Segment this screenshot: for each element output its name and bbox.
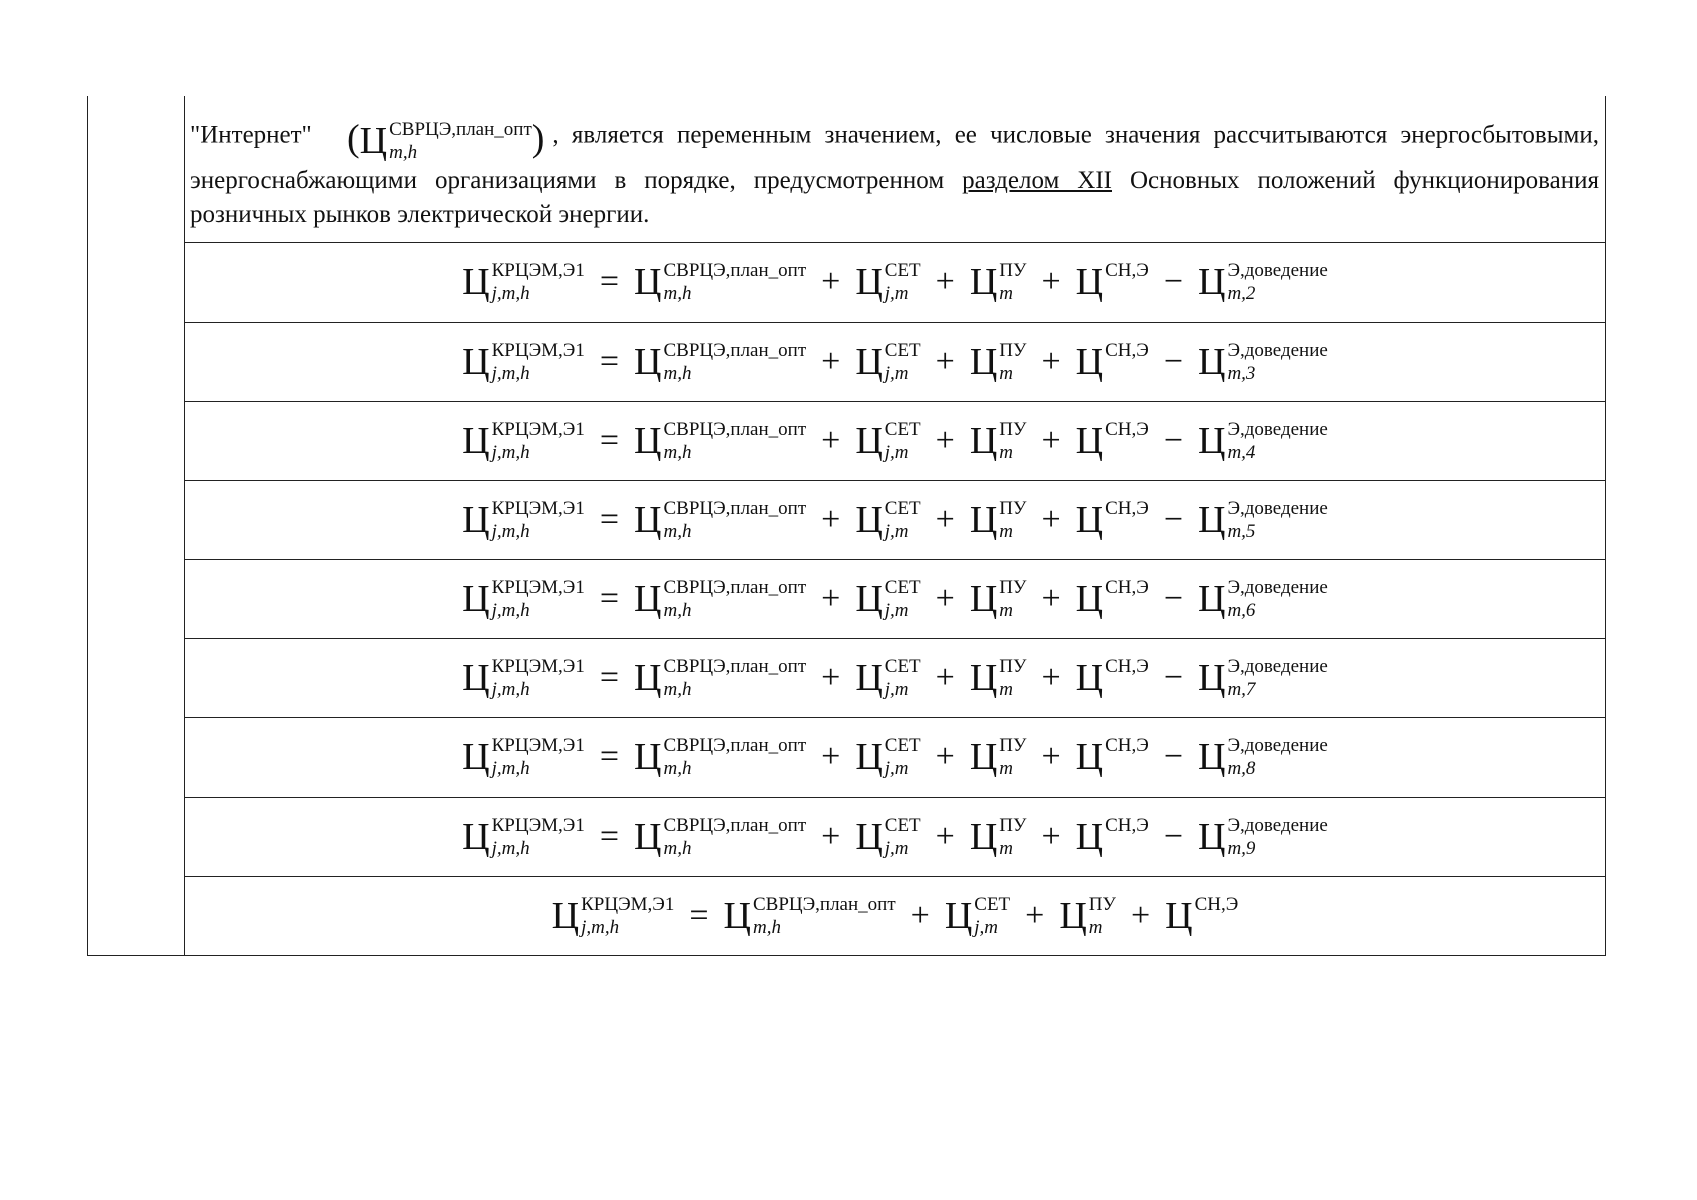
term-set: Ц СЕТ j,m	[944, 893, 1011, 938]
formula-cell	[185, 876, 1606, 955]
equals-sign: =	[599, 738, 620, 776]
plus-sign: +	[821, 659, 841, 697]
plus-sign: +	[1130, 896, 1151, 934]
term-set: Ц СЕТ j,m	[855, 577, 921, 622]
term-set: Ц СЕТ j,m	[855, 339, 921, 384]
plus-sign: +	[1041, 817, 1061, 855]
plus-sign: +	[821, 342, 841, 380]
dovedenie-subscript: m,3	[1227, 362, 1256, 384]
minus-sign: −	[1163, 738, 1183, 776]
equals-sign: =	[599, 342, 620, 380]
equals-sign: =	[689, 896, 709, 934]
formula-cell	[185, 560, 1606, 639]
dovedenie-subscript: m,4	[1227, 441, 1256, 463]
formula-cell	[185, 401, 1606, 480]
dovedenie-subscript: m,8	[1227, 758, 1256, 780]
intro-text-mid: , является переменным значением, ее числовые значения рассчитываются энергосбытовыми, энергоснабжающими организациями в порядке, предусмотренном	[190, 121, 1599, 194]
term-set: Ц СЕТ j,m	[855, 735, 921, 780]
section-xii-link[interactable]: разделом XII	[962, 167, 1112, 194]
term-dovedenie: Ц Э,доведение m,4	[1198, 418, 1328, 463]
term-dovedenie: Ц Э,доведение m,7	[1198, 656, 1328, 701]
formula-cell	[185, 480, 1606, 559]
plus-sign: +	[1041, 263, 1061, 301]
equals-sign: =	[599, 659, 620, 697]
minus-sign: −	[1163, 817, 1183, 855]
term-set: Ц СЕТ j,m	[855, 656, 921, 701]
formula-row	[88, 639, 1606, 718]
formula-row	[88, 322, 1606, 401]
term-pu: Ц ПУ m	[969, 260, 1027, 305]
formula-with-deduction	[462, 339, 1328, 385]
plus-sign: +	[1041, 500, 1061, 538]
term-sn: Ц СН,Э	[1075, 418, 1149, 462]
equals-sign: =	[599, 263, 620, 301]
term-svrce: Ц СВРЦЭ,план_опт m,h	[634, 339, 807, 384]
plus-sign: +	[935, 500, 955, 538]
plus-sign: +	[821, 738, 841, 776]
left-column-cell	[88, 96, 185, 956]
term-pu: Ц ПУ m	[1059, 893, 1116, 938]
equals-sign: =	[599, 421, 620, 459]
term-pu: Ц ПУ m	[969, 339, 1027, 384]
formula-row	[88, 718, 1606, 797]
term-sn: Ц СН,Э	[1165, 893, 1239, 937]
term-dovedenie: Ц Э,доведение m,5	[1198, 497, 1328, 542]
plus-sign: +	[1025, 896, 1045, 934]
term-svrce: Ц СВРЦЭ,план_опт m,h	[634, 260, 807, 305]
term-pu: Ц ПУ m	[969, 418, 1027, 463]
term-svrce: Ц СВРЦЭ,план_опт m,h	[634, 497, 807, 542]
formula-row	[88, 480, 1606, 559]
formula-row	[88, 401, 1606, 480]
formula-with-deduction	[462, 418, 1328, 464]
term-dovedenie: Ц Э,доведение m,2	[1198, 260, 1328, 305]
term-set: Ц СЕТ j,m	[855, 418, 921, 463]
lhs-symbol: Ц КРЦЭМ,Э1 j,m,h	[462, 735, 585, 780]
term-set: Ц СЕТ j,m	[855, 260, 921, 305]
term-svrce: Ц СВРЦЭ,план_опт m,h	[634, 577, 807, 622]
term-svrce: Ц СВРЦЭ,план_опт m,h	[723, 893, 896, 938]
minus-sign: −	[1163, 659, 1183, 697]
lhs-symbol: Ц КРЦЭМ,Э1 j,m,h	[462, 656, 585, 701]
minus-sign: −	[1163, 580, 1183, 618]
dovedenie-subscript: m,2	[1227, 283, 1256, 305]
term-dovedenie: Ц Э,доведение m,8	[1198, 735, 1328, 780]
term-sn: Ц СН,Э	[1075, 735, 1149, 779]
plus-sign: +	[910, 896, 930, 934]
term-pu: Ц ПУ m	[969, 656, 1027, 701]
term-sn: Ц СН,Э	[1075, 656, 1149, 700]
plus-sign: +	[821, 817, 841, 855]
intro-text-before: "Интернет"	[190, 121, 312, 149]
term-set: Ц СЕТ j,m	[855, 497, 921, 542]
term-pu: Ц ПУ m	[969, 497, 1027, 542]
term-sn: Ц СН,Э	[1075, 339, 1149, 383]
minus-sign: −	[1163, 263, 1183, 301]
term-pu: Ц ПУ m	[969, 577, 1027, 622]
term-dovedenie: Ц Э,доведение m,6	[1198, 577, 1328, 622]
plus-sign: +	[935, 421, 955, 459]
term-svrce: Ц СВРЦЭ,план_опт m,h	[634, 656, 807, 701]
plus-sign: +	[935, 342, 955, 380]
formula-row	[88, 560, 1606, 639]
term-sn: Ц СН,Э	[1075, 497, 1149, 541]
lhs-symbol: Ц КРЦЭМ,Э1 j,m,h	[462, 577, 585, 622]
formula-with-deduction	[462, 259, 1328, 305]
lhs-symbol: Ц КРЦЭМ,Э1 j,m,h	[462, 418, 585, 463]
plus-sign: +	[935, 580, 955, 618]
formula-row	[88, 797, 1606, 876]
dovedenie-subscript: m,7	[1227, 679, 1256, 701]
lhs-symbol: Ц КРЦЭМ,Э1 j,m,h	[462, 814, 585, 859]
term-sn: Ц СН,Э	[1075, 577, 1149, 621]
plus-sign: +	[1041, 421, 1061, 459]
minus-sign: −	[1163, 421, 1183, 459]
lhs-symbol: Ц КРЦЭМ,Э1 j,m,h	[462, 260, 585, 305]
formula-without-deduction	[552, 893, 1239, 939]
formula-with-deduction	[462, 497, 1328, 543]
inline-price-symbol: (Ц СВРЦЭ,план_опт m,h )	[346, 117, 545, 163]
term-dovedenie: Ц Э,доведение m,9	[1198, 814, 1328, 859]
formula-with-deduction	[462, 814, 1328, 860]
plus-sign: +	[1041, 738, 1061, 776]
plus-sign: +	[935, 817, 955, 855]
formula-cell	[185, 639, 1606, 718]
term-svrce: Ц СВРЦЭ,план_опт m,h	[634, 418, 807, 463]
term-set: Ц СЕТ j,m	[855, 814, 921, 859]
plus-sign: +	[935, 738, 955, 776]
intro-paragraph	[185, 96, 1605, 242]
term-dovedenie: Ц Э,доведение m,3	[1198, 339, 1328, 384]
plus-sign: +	[935, 263, 955, 301]
plus-sign: +	[935, 659, 955, 697]
plus-sign: +	[821, 500, 841, 538]
minus-sign: −	[1163, 500, 1183, 538]
term-pu: Ц ПУ m	[969, 814, 1027, 859]
term-sn: Ц СН,Э	[1075, 260, 1149, 304]
lhs-symbol: Ц КРЦЭМ,Э1 j,m,h	[551, 893, 675, 938]
formula-cell	[185, 797, 1606, 876]
plus-sign: +	[1041, 342, 1061, 380]
equals-sign: =	[599, 580, 620, 618]
plus-sign: +	[1041, 580, 1061, 618]
formula-with-deduction	[462, 576, 1328, 622]
formula-row	[88, 243, 1606, 322]
plus-sign: +	[1041, 659, 1061, 697]
intro-cell	[185, 96, 1606, 243]
term-svrce: Ц СВРЦЭ,план_опт m,h	[634, 735, 807, 780]
lhs-symbol: Ц КРЦЭМ,Э1 j,m,h	[462, 497, 585, 542]
dovedenie-subscript: m,9	[1227, 837, 1256, 859]
formula-cell	[185, 322, 1606, 401]
formula-with-deduction	[462, 734, 1328, 780]
term-sn: Ц СН,Э	[1075, 814, 1149, 858]
minus-sign: −	[1163, 342, 1183, 380]
intro-row	[88, 96, 1606, 243]
intro-text-after: Основных положений функционирования розничных рынков электрической энергии.	[190, 167, 1600, 228]
formula-cell	[185, 243, 1606, 322]
formula-with-deduction	[462, 655, 1328, 701]
term-svrce: Ц СВРЦЭ,план_опт m,h	[634, 814, 807, 859]
equals-sign: =	[599, 500, 620, 538]
formula-cell	[185, 718, 1606, 797]
dovedenie-subscript: m,6	[1227, 600, 1256, 622]
formula-row-final	[88, 876, 1606, 955]
plus-sign: +	[821, 580, 841, 618]
equals-sign: =	[599, 817, 620, 855]
plus-sign: +	[821, 263, 841, 301]
term-pu: Ц ПУ m	[969, 735, 1027, 780]
lhs-symbol: Ц КРЦЭМ,Э1 j,m,h	[462, 339, 585, 384]
dovedenie-subscript: m,5	[1227, 520, 1256, 542]
tariff-table	[87, 96, 1606, 956]
plus-sign: +	[821, 421, 841, 459]
